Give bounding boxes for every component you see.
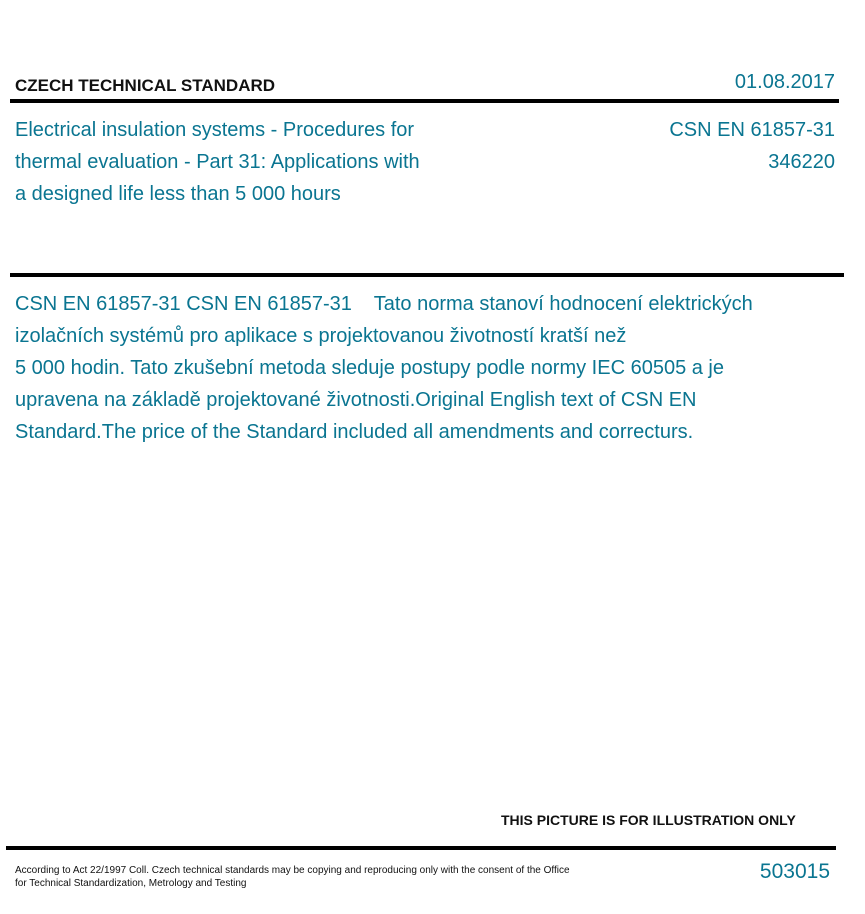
- legal-notice: [15, 864, 595, 890]
- standard-description: [15, 288, 815, 448]
- catalog-number: 346220: [768, 151, 835, 173]
- footer-number: 503015: [759, 860, 830, 883]
- header-divider: [10, 99, 839, 103]
- standard-code: CSN EN 61857-31: [669, 119, 835, 141]
- legal-notice-line: for Technical Standardization, Metrology and Testing: [15, 878, 247, 889]
- document-type-heading: CZECH TECHNICAL STANDARD: [15, 76, 276, 95]
- description-line: CSN EN 61857-31 CSN EN 61857-31 Tato norma stanoví hodnocení elektrických: [15, 293, 753, 315]
- illustration-disclaimer: THIS PICTURE IS FOR ILLUSTRATION ONLY: [501, 812, 796, 828]
- standard-title: [15, 114, 485, 210]
- title-divider: [10, 273, 844, 277]
- standard-identifiers: [669, 114, 835, 178]
- footer-divider: [6, 846, 836, 850]
- description-line: 5 000 hodin. Tato zkušební metoda sleduje postupy podle normy IEC 60505 a je: [15, 357, 724, 379]
- standard-title-line: thermal evaluation - Part 31: Applications with: [15, 151, 420, 173]
- standard-title-line: Electrical insulation systems - Procedures for: [15, 119, 415, 141]
- description-line: upravena na základě projektované životnosti.Original English text of CSN EN: [15, 389, 697, 411]
- legal-notice-line: According to Act 22/1997 Coll. Czech technical standards may be copying and reproducing only with the consent of the Office: [15, 865, 570, 876]
- publication-date: 01.08.2017: [734, 71, 835, 93]
- description-line: Standard.The price of the Standard included all amendments and correcturs.: [15, 421, 694, 443]
- description-line: izolačních systémů pro aplikace s projektovanou životností kratší než: [15, 325, 627, 347]
- standard-title-line: a designed life less than 5 000 hours: [15, 183, 341, 205]
